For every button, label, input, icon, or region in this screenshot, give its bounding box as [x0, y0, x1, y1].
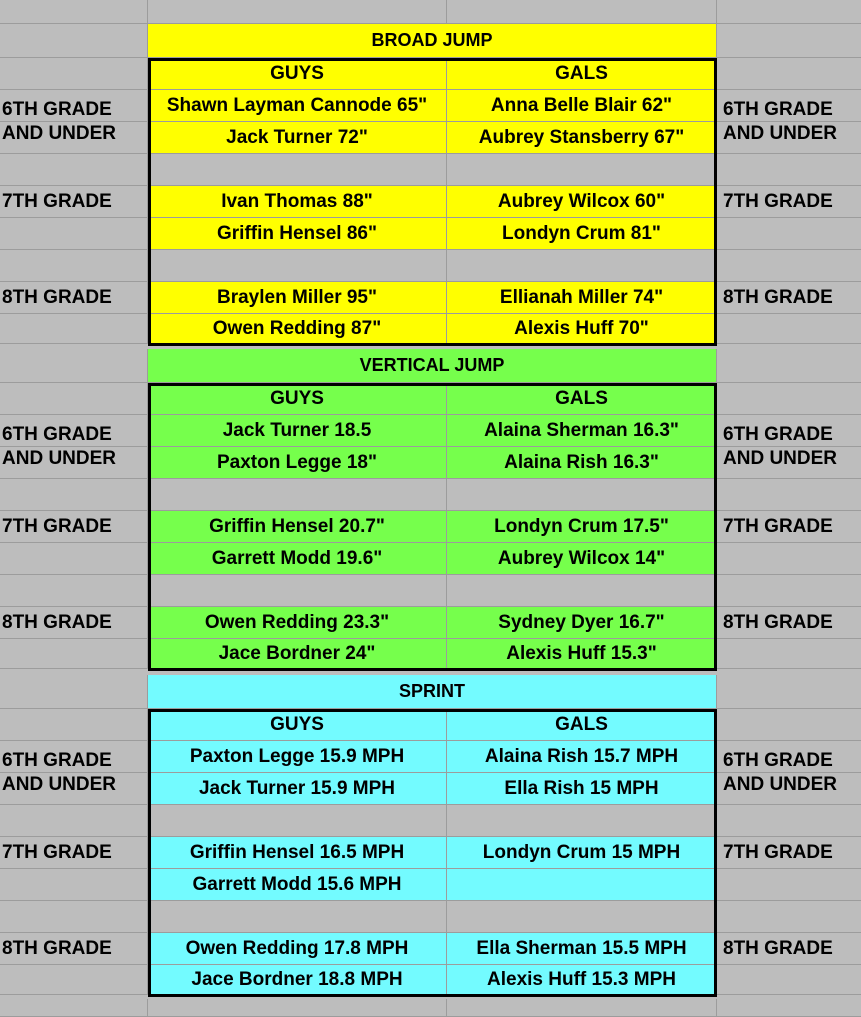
empty-cell[interactable] — [0, 575, 148, 606]
empty-cell[interactable] — [447, 805, 717, 836]
empty-cell[interactable] — [717, 250, 861, 281]
grade-cell[interactable] — [717, 869, 861, 900]
empty-cell[interactable] — [0, 805, 148, 836]
grade-label-left — [0, 933, 148, 965]
grade-label-left — [0, 282, 148, 314]
sheet-row — [0, 999, 861, 1017]
guys-result[interactable]: Griffin Hensel 86" — [148, 218, 447, 249]
grade-cell[interactable] — [717, 122, 861, 153]
grade-line-1: 6TH GRADE — [2, 750, 112, 771]
empty-cell[interactable] — [148, 479, 447, 510]
grade-label-left — [0, 837, 148, 869]
guys-result[interactable]: Garrett Modd 19.6" — [148, 543, 447, 574]
empty-cell[interactable] — [717, 575, 861, 606]
gals-result[interactable] — [447, 869, 717, 900]
grade-cell[interactable] — [0, 218, 148, 249]
empty-cell[interactable] — [148, 901, 447, 932]
empty-cell[interactable] — [717, 349, 861, 382]
grade-line-2: AND UNDER — [723, 774, 837, 795]
grade-label-left — [0, 607, 148, 639]
sheet-row — [0, 58, 861, 90]
sheet-row — [0, 479, 861, 511]
gals-result[interactable]: Londyn Crum 81" — [447, 218, 717, 249]
empty-cell[interactable] — [0, 24, 148, 57]
guys-result[interactable]: Owen Redding 23.3" — [148, 607, 447, 638]
empty-cell[interactable] — [717, 805, 861, 836]
empty-cell[interactable] — [717, 0, 861, 23]
empty-cell[interactable] — [0, 675, 148, 708]
empty-cell[interactable] — [0, 154, 148, 185]
gals-header[interactable]: GALS — [447, 383, 717, 414]
empty-cell[interactable] — [0, 383, 148, 414]
grade-label-text: 7TH GRADE — [2, 842, 112, 863]
empty-cell[interactable] — [717, 383, 861, 414]
guys-result[interactable]: Owen Redding 87" — [148, 314, 447, 343]
sheet-row — [0, 543, 861, 575]
guys-result[interactable]: Ivan Thomas 88" — [148, 186, 447, 217]
empty-cell[interactable] — [717, 901, 861, 932]
gals-result[interactable]: Ella Sherman 15.5 MPH — [447, 933, 717, 964]
empty-cell[interactable] — [717, 24, 861, 57]
grade-label-right — [717, 933, 861, 965]
sheet-row — [0, 965, 861, 995]
guys-header[interactable]: GUYS — [148, 58, 447, 89]
grade-label-right — [717, 511, 861, 543]
sheet-row — [0, 0, 861, 24]
gals-result[interactable]: Alaina Rish 15.7 MPH — [447, 741, 717, 772]
empty-cell[interactable] — [0, 349, 148, 382]
empty-cell[interactable] — [0, 999, 148, 1016]
grade-cell[interactable] — [717, 218, 861, 249]
empty-cell[interactable] — [148, 154, 447, 185]
sheet-row — [0, 869, 861, 901]
section-title[interactable]: SPRINT — [148, 675, 717, 708]
empty-cell[interactable] — [447, 154, 717, 185]
guys-result[interactable]: Paxton Legge 15.9 MPH — [148, 741, 447, 772]
guys-result[interactable]: Owen Redding 17.8 MPH — [148, 933, 447, 964]
grade-label-right — [717, 186, 861, 218]
empty-cell[interactable] — [447, 479, 717, 510]
empty-cell[interactable] — [447, 250, 717, 281]
grade-label-text: 7TH GRADE — [2, 516, 112, 537]
gals-result[interactable]: Alexis Huff 70" — [447, 314, 717, 343]
grade-label-text: 7TH GRADE — [2, 191, 112, 212]
grade-line-1: 6TH GRADE — [723, 424, 833, 445]
grade-line-2: AND UNDER — [723, 123, 837, 144]
empty-cell[interactable] — [0, 709, 148, 740]
grade-label-text: 7TH GRADE — [723, 191, 833, 212]
empty-cell[interactable] — [0, 250, 148, 281]
guys-result[interactable]: Jack Turner 15.9 MPH — [148, 773, 447, 804]
empty-cell[interactable] — [717, 999, 861, 1016]
guys-result[interactable]: Paxton Legge 18" — [148, 447, 447, 478]
grade-line-2: AND UNDER — [723, 448, 837, 469]
grade-cell[interactable] — [0, 543, 148, 574]
guys-result[interactable]: Jace Bordner 18.8 MPH — [148, 965, 447, 994]
gals-result[interactable]: Aubrey Stansberry 67" — [447, 122, 717, 153]
grade-cell[interactable] — [0, 869, 148, 900]
grade-label-text: 8TH GRADE — [2, 287, 112, 308]
section-title[interactable]: BROAD JUMP — [148, 24, 717, 57]
grade-cell[interactable] — [717, 314, 861, 343]
grade-cell[interactable] — [717, 639, 861, 668]
grade-cell[interactable] — [717, 773, 861, 804]
grade-line-1: 6TH GRADE — [2, 99, 112, 120]
grade-line-2: AND UNDER — [2, 123, 116, 144]
sheet-row — [0, 773, 861, 805]
gals-result[interactable]: Alaina Sherman 16.3" — [447, 415, 717, 446]
sheet-row — [0, 218, 861, 250]
grade-label-text: 7TH GRADE — [723, 842, 833, 863]
gals-result[interactable]: Aubrey Wilcox 60" — [447, 186, 717, 217]
gals-result[interactable]: Alaina Rish 16.3" — [447, 447, 717, 478]
empty-cell[interactable] — [0, 901, 148, 932]
grade-label-text: 7TH GRADE — [723, 516, 833, 537]
grade-label-text: 8TH GRADE — [723, 612, 833, 633]
grade-line-1: 6TH GRADE — [2, 424, 112, 445]
grade-label-text: 8TH GRADE — [723, 287, 833, 308]
guys-result[interactable]: Braylen Miller 95" — [148, 282, 447, 313]
grade-cell[interactable] — [0, 314, 148, 343]
grade-label-text: 8TH GRADE — [2, 612, 112, 633]
sheet-row — [0, 639, 861, 669]
grade-label-left — [0, 511, 148, 543]
guys-result[interactable]: Griffin Hensel 20.7" — [148, 511, 447, 542]
sheet-row — [0, 349, 861, 383]
gals-result[interactable]: Alexis Huff 15.3 MPH — [447, 965, 717, 994]
empty-cell[interactable] — [717, 154, 861, 185]
empty-cell[interactable] — [447, 901, 717, 932]
empty-cell[interactable] — [148, 575, 447, 606]
empty-cell[interactable] — [717, 675, 861, 708]
sheet-row — [0, 314, 861, 344]
grade-line-1: 6TH GRADE — [723, 750, 833, 771]
gals-result[interactable]: Londyn Crum 15 MPH — [447, 837, 717, 868]
sheet-row — [0, 447, 861, 479]
grade-cell[interactable] — [0, 639, 148, 668]
empty-cell[interactable] — [0, 58, 148, 89]
sheet-row — [0, 575, 861, 607]
sheet-row — [0, 383, 861, 415]
guys-result[interactable]: Jack Turner 18.5 — [148, 415, 447, 446]
empty-cell[interactable] — [447, 575, 717, 606]
grade-cell[interactable] — [0, 447, 148, 478]
grade-cell[interactable] — [717, 965, 861, 994]
grade-cell[interactable] — [0, 122, 148, 153]
gals-result[interactable]: Anna Belle Blair 62" — [447, 90, 717, 121]
section-title[interactable]: VERTICAL JUMP — [148, 349, 717, 382]
guys-header[interactable]: GUYS — [148, 709, 447, 740]
grade-line-1: 6TH GRADE — [723, 99, 833, 120]
guys-result[interactable]: Jack Turner 72" — [148, 122, 447, 153]
gals-result[interactable]: Ellianah Miller 74" — [447, 282, 717, 313]
empty-cell[interactable] — [717, 709, 861, 740]
guys-result[interactable]: Shawn Layman Cannode 65" — [148, 90, 447, 121]
empty-cell[interactable] — [447, 999, 717, 1016]
sheet-row — [0, 154, 861, 186]
grade-line-2: AND UNDER — [2, 774, 116, 795]
sheet-row — [0, 901, 861, 933]
grade-cell[interactable] — [0, 773, 148, 804]
grade-label-left — [0, 186, 148, 218]
guys-result[interactable]: Garrett Modd 15.6 MPH — [148, 869, 447, 900]
grade-label-text: 8TH GRADE — [723, 938, 833, 959]
gals-result[interactable]: Alexis Huff 15.3" — [447, 639, 717, 668]
gals-header[interactable]: GALS — [447, 709, 717, 740]
sheet-row — [0, 675, 861, 709]
empty-cell[interactable] — [148, 250, 447, 281]
grade-cell[interactable] — [0, 965, 148, 994]
grade-label-right — [717, 837, 861, 869]
grade-cell[interactable] — [717, 447, 861, 478]
guys-header[interactable]: GUYS — [148, 383, 447, 414]
sheet-row — [0, 122, 861, 154]
grade-label-text: 8TH GRADE — [2, 938, 112, 959]
empty-cell[interactable] — [447, 0, 717, 23]
sheet-row — [0, 709, 861, 741]
gals-result[interactable]: Londyn Crum 17.5" — [447, 511, 717, 542]
grade-label-right — [717, 282, 861, 314]
empty-cell[interactable] — [148, 999, 447, 1016]
grade-cell[interactable] — [717, 543, 861, 574]
gals-result[interactable]: Ella Rish 15 MPH — [447, 773, 717, 804]
sheet-row — [0, 805, 861, 837]
gals-header[interactable]: GALS — [447, 58, 717, 89]
empty-cell[interactable] — [0, 479, 148, 510]
empty-cell[interactable] — [148, 805, 447, 836]
empty-cell[interactable] — [717, 479, 861, 510]
gals-result[interactable]: Sydney Dyer 16.7" — [447, 607, 717, 638]
empty-cell[interactable] — [717, 58, 861, 89]
sheet-row — [0, 250, 861, 282]
grade-label-right — [717, 607, 861, 639]
gals-result[interactable]: Aubrey Wilcox 14" — [447, 543, 717, 574]
guys-result[interactable]: Jace Bordner 24" — [148, 639, 447, 668]
grade-line-2: AND UNDER — [2, 448, 116, 469]
sheet-row — [0, 24, 861, 58]
empty-cell[interactable] — [148, 0, 447, 23]
empty-cell[interactable] — [0, 0, 148, 23]
guys-result[interactable]: Griffin Hensel 16.5 MPH — [148, 837, 447, 868]
